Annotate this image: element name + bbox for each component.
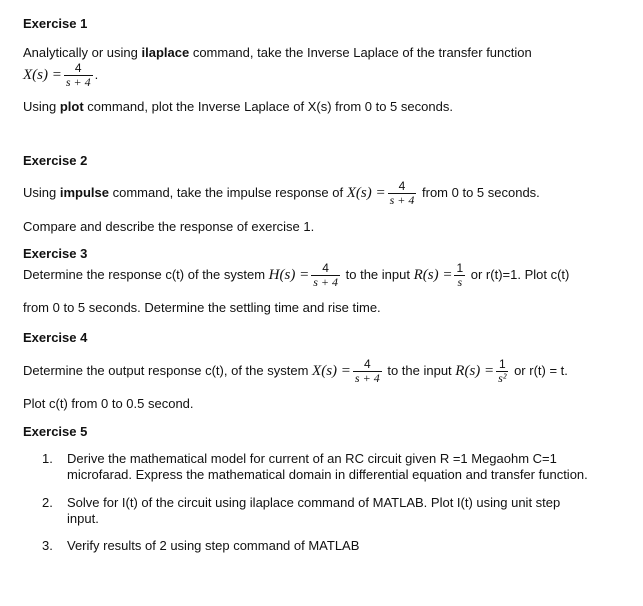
list-item: 1. Derive the mathematical model for current of an RC circuit given R =1 Megaohm C=1 microfarad. Express the mathematical domain in differential equation and transfer function. <box>42 451 588 482</box>
exercise-1-heading: Exercise 1 <box>23 16 88 31</box>
exercise-2-heading: Exercise 2 <box>23 153 88 168</box>
exercise-2-text: Using impulse command, take the impulse response of X(s) = $\frac{4}{s + 4}$ from 0 to 5 seconds. <box>23 179 540 207</box>
exercise-3-settling: from 0 to 5 seconds. Determine the settling time and rise time. <box>23 300 381 315</box>
exercise-3-heading: Exercise 3 <box>23 246 88 261</box>
list-item: 2. Solve for I(t) of the circuit using ilaplace command of MATLAB. Plot I(t) using unit step input. <box>42 495 561 526</box>
exercise-1-plot-text: Using plot command, plot the Inverse Laplace of X(s) from 0 to 5 seconds. <box>23 99 453 114</box>
exercise-1-text: Analytically or using ilaplace command, take the Inverse Laplace of the transfer function <box>23 45 532 60</box>
exercise-4-text: Determine the output response c(t), of the system X(s) = $\frac{4}{s + 4}$ to the input R(s) = $\frac{1}{\text{s²}}$ or r(t) = t. <box>23 357 568 385</box>
exercise-2-compare: Compare and describe the response of exercise 1. <box>23 219 315 234</box>
exercise-4-plot: Plot c(t) from 0 to 0.5 second. <box>23 396 194 411</box>
exercise-5-heading: Exercise 5 <box>23 424 88 439</box>
exercise-4-heading: Exercise 4 <box>23 330 88 345</box>
exercise-1-equation: X(s) = $\frac{4}{s + 4}$ . <box>23 61 99 89</box>
exercise-3-text: Determine the response c(t) of the system H(s) = $\frac{4}{s + 4}$ to the input R(s) = $\frac{1}{s}$ or r(t)=1. Plot c(t) <box>23 261 570 289</box>
list-item: 3. Verify results of 2 using step command of MATLAB <box>42 538 360 553</box>
